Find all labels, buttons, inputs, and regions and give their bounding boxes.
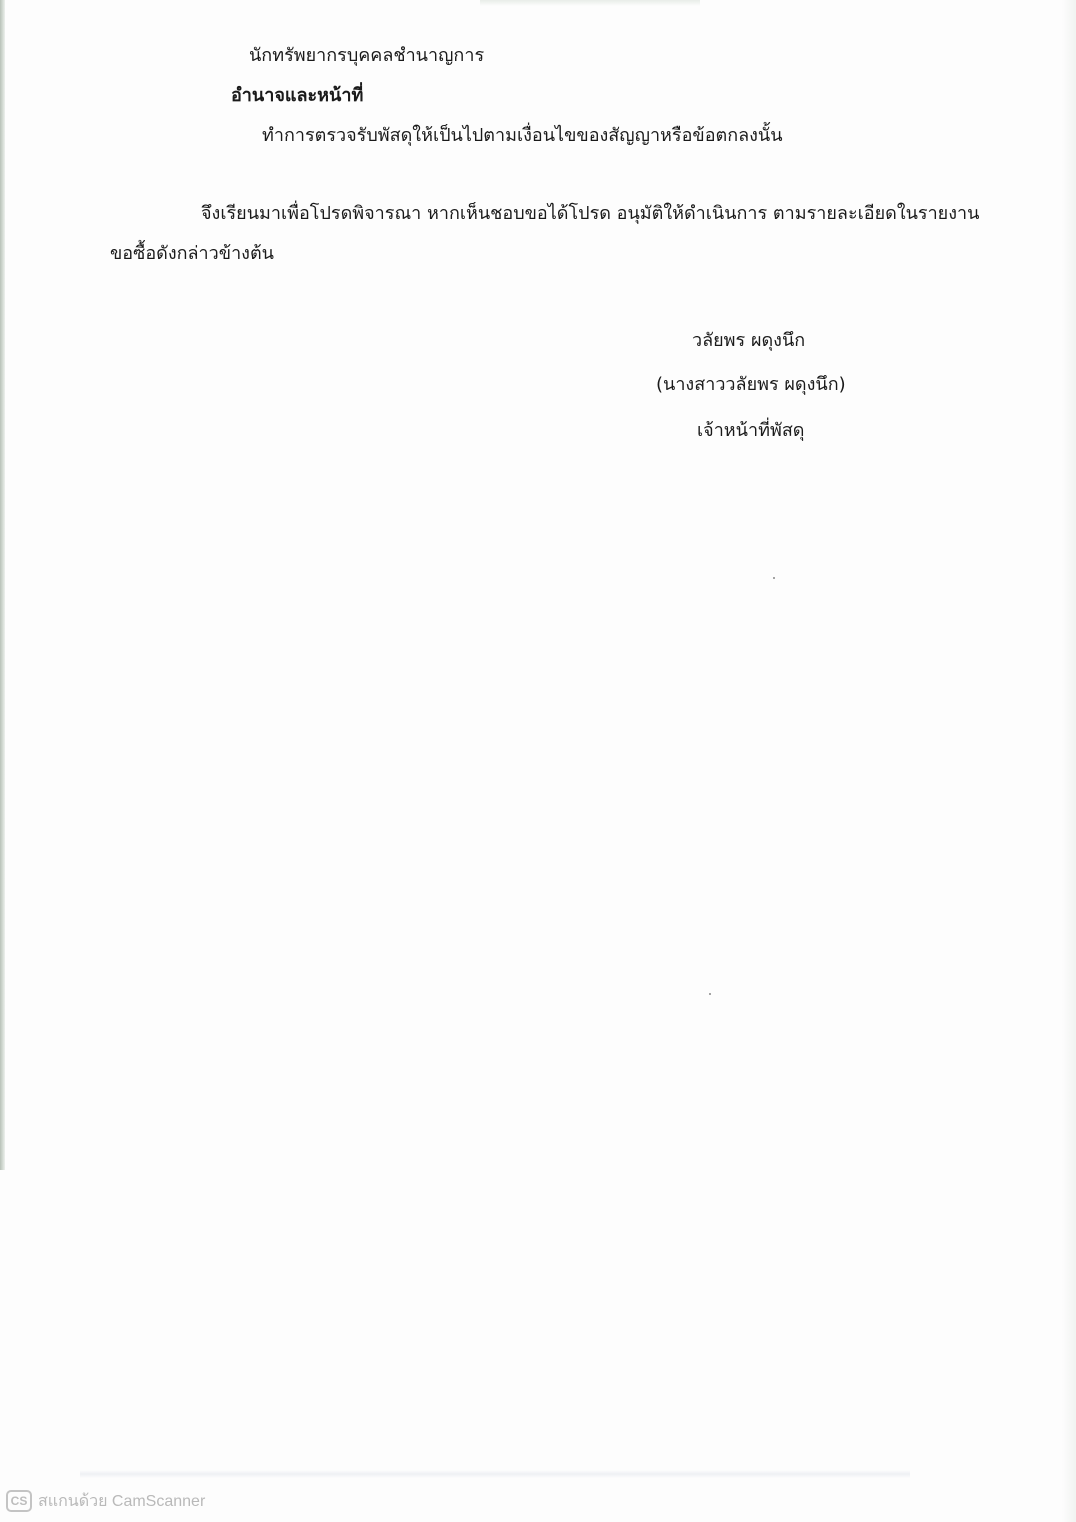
signature-title: เจ้าหน้าที่พัสดุ — [697, 420, 805, 441]
scan-speck — [709, 993, 711, 995]
request-paragraph-line-1: จึงเรียนมาเพื่อโปรดพิจารณา หากเห็นชอบขอได้โปรด อนุมัติให้ดำเนินการ ตามรายละเอียดในรายงาน — [201, 203, 980, 224]
position-line: นักทรัพยากรบุคคลชำนาญการ — [249, 45, 485, 66]
scan-edge-left — [0, 0, 5, 1170]
authority-heading: อำนาจและหน้าที่ — [231, 85, 364, 106]
signature-name: วลัยพร ผดุงนึก — [692, 330, 806, 351]
camscanner-logo-icon: CS — [6, 1490, 32, 1512]
duty-text: ทำการตรวจรับพัสดุให้เป็นไปตามเงื่อนไขของสัญญาหรือข้อตกลงนั้น — [262, 125, 783, 146]
request-paragraph-line-2: ขอซื้อดังกล่าวข้างต้น — [110, 243, 274, 264]
scan-bottom-band — [80, 1470, 910, 1478]
scan-top-shadow — [480, 0, 700, 6]
scan-speck — [773, 577, 775, 579]
signature-full-name: (นางสาววลัยพร ผดุงนึก) — [656, 374, 846, 395]
watermark-text: สแกนด้วย CamScanner — [38, 1492, 206, 1510]
scan-edge-right — [1062, 0, 1076, 1522]
camscanner-watermark — [6, 1488, 205, 1514]
